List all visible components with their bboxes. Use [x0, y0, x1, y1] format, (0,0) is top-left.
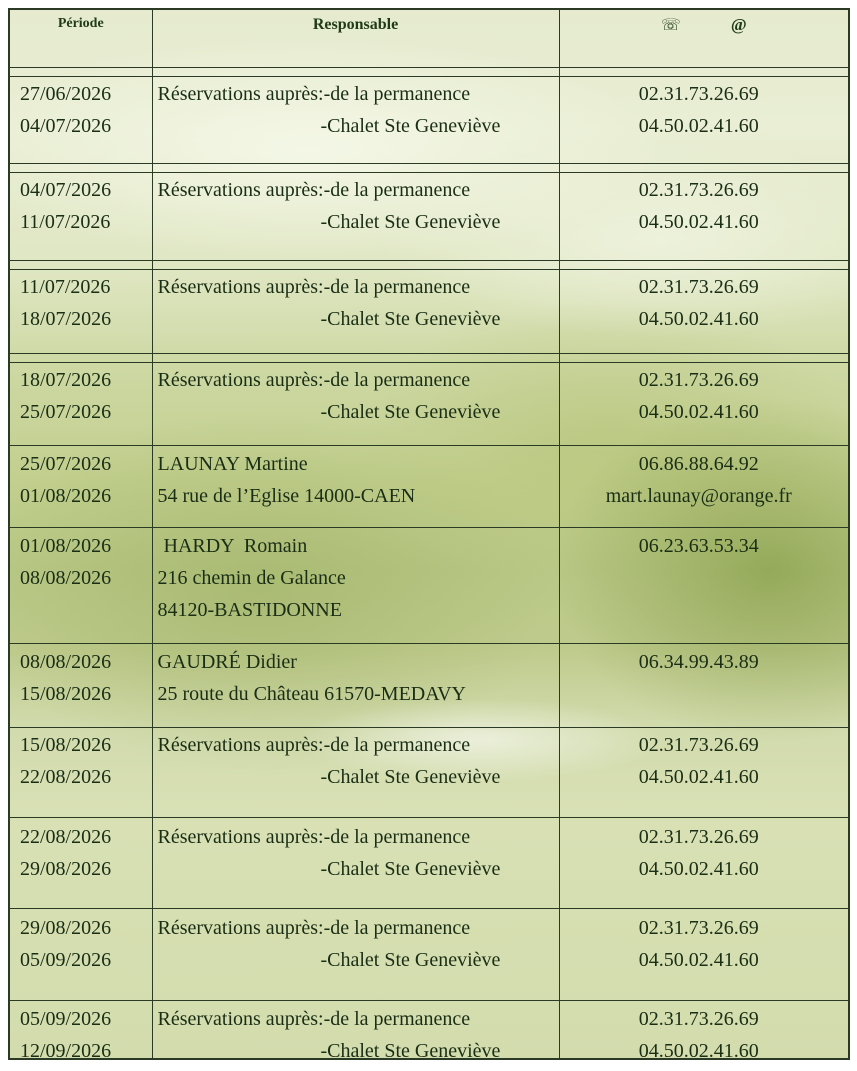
period-end: 18/07/2026: [20, 307, 112, 330]
table-row: [10, 817, 848, 908]
responsible-line: Réservations auprès:-de la permanence: [157, 178, 471, 201]
table-row: [10, 445, 848, 527]
responsible-line: -Chalet Ste Geneviève: [320, 210, 501, 233]
period-cell: [10, 727, 152, 817]
contact-cell: [559, 269, 848, 353]
phone-number: 06.34.99.43.89: [638, 650, 759, 673]
responsible-address: 25 route du Château 61570-MEDAVY: [157, 682, 466, 705]
phone-number: 04.50.02.41.60: [638, 857, 759, 880]
period-cell: [10, 172, 152, 260]
responsible-cell: [152, 527, 559, 643]
phone-number: 04.50.02.41.60: [638, 114, 759, 137]
schedule-frame: [8, 8, 850, 1060]
phone-number: 04.50.02.41.60: [638, 1039, 759, 1060]
period-end: 29/08/2026: [20, 857, 112, 880]
period-start: 22/08/2026: [20, 825, 112, 848]
table-row: [10, 727, 848, 817]
responsible-cell: [152, 727, 559, 817]
responsible-address: 54 rue de l’Eglise 14000-CAEN: [157, 484, 416, 507]
period-cell: [10, 76, 152, 163]
contact-cell: [559, 908, 848, 1000]
period-end: 08/08/2026: [20, 566, 112, 589]
period-end: 25/07/2026: [20, 400, 112, 423]
responsible-cell: [152, 643, 559, 727]
phone-number: 06.23.63.53.34: [638, 534, 759, 557]
phone-number: 02.31.73.26.69: [638, 178, 759, 201]
period-start: 08/08/2026: [20, 650, 112, 673]
responsible-line: -Chalet Ste Geneviève: [320, 307, 501, 330]
contact-cell: [559, 817, 848, 908]
table-row: [10, 643, 848, 727]
phone-number: 02.31.73.26.69: [638, 275, 759, 298]
email-address[interactable]: mart.launay@orange.fr: [605, 484, 792, 507]
table-row: [10, 269, 848, 353]
phone-number: 04.50.02.41.60: [638, 765, 759, 788]
header-responsible: [152, 10, 559, 67]
header-period: [10, 10, 152, 67]
responsible-line: Réservations auprès:-de la permanence: [157, 275, 471, 298]
phone-icon: ☏: [660, 15, 681, 34]
table-row: [10, 172, 848, 260]
period-end: 12/09/2026: [20, 1039, 112, 1060]
header-contact-icons: [560, 10, 849, 35]
responsible-line: Réservations auprès:-de la permanence: [157, 82, 471, 105]
responsible-address: 216 chemin de Galance: [157, 566, 346, 589]
period-start: 04/07/2026: [20, 178, 112, 201]
phone-number: 04.50.02.41.60: [638, 210, 759, 233]
table-row: [10, 908, 848, 1000]
contact-cell: [559, 727, 848, 817]
responsible-line: Réservations auprès:-de la permanence: [157, 916, 471, 939]
table-header-row: [10, 10, 848, 67]
responsible-line: -Chalet Ste Geneviève: [320, 114, 501, 137]
contact-cell: [559, 76, 848, 163]
period-start: 18/07/2026: [20, 368, 112, 391]
period-end: 22/08/2026: [20, 765, 112, 788]
responsible-line: Réservations auprès:-de la permanence: [157, 1007, 471, 1030]
period-end: 01/08/2026: [20, 484, 112, 507]
contact-cell: [559, 643, 848, 727]
responsible-line: Réservations auprès:-de la permanence: [157, 825, 471, 848]
phone-number: 02.31.73.26.69: [638, 733, 759, 756]
header-responsible-label: Responsable: [312, 16, 399, 33]
phone-number: 06.86.88.64.92: [638, 452, 759, 475]
phone-number: 02.31.73.26.69: [638, 916, 759, 939]
table-row: [10, 527, 848, 643]
period-start: 25/07/2026: [20, 452, 112, 475]
contact-cell: [559, 445, 848, 527]
responsible-address: 84120-BASTIDONNE: [157, 598, 342, 621]
period-cell: [10, 362, 152, 445]
responsible-cell: [152, 445, 559, 527]
responsible-cell: [152, 76, 559, 163]
responsible-cell: [152, 1000, 559, 1060]
contact-cell: [559, 527, 848, 643]
period-end: 05/09/2026: [20, 948, 112, 971]
period-start: 11/07/2026: [20, 275, 111, 298]
period-start: 15/08/2026: [20, 733, 112, 756]
table-row: [10, 76, 848, 163]
period-cell: [10, 643, 152, 727]
period-cell: [10, 908, 152, 1000]
contact-cell: [559, 362, 848, 445]
contact-cell: [559, 1000, 848, 1060]
period-end: 15/08/2026: [20, 682, 112, 705]
responsible-cell: [152, 908, 559, 1000]
responsible-line: -Chalet Ste Geneviève: [320, 765, 501, 788]
responsible-cell: [152, 817, 559, 908]
responsible-cell: [152, 362, 559, 445]
responsible-name: HARDY Romain: [163, 534, 308, 557]
period-cell: [10, 269, 152, 353]
phone-number: 02.31.73.26.69: [638, 368, 759, 391]
responsible-line: -Chalet Ste Geneviève: [320, 400, 501, 423]
phone-number: 04.50.02.41.60: [638, 948, 759, 971]
responsible-cell: [152, 172, 559, 260]
phone-number: 04.50.02.41.60: [638, 400, 759, 423]
phone-number: 02.31.73.26.69: [638, 825, 759, 848]
responsible-cell: [152, 269, 559, 353]
responsible-name: GAUDRÉ Didier: [157, 650, 297, 673]
table-row: [10, 1000, 848, 1060]
phone-number: 02.31.73.26.69: [638, 82, 759, 105]
header-contact: [559, 10, 848, 67]
contact-cell: [559, 172, 848, 260]
period-start: 01/08/2026: [20, 534, 112, 557]
email-icon: @: [730, 15, 747, 34]
phone-number: 02.31.73.26.69: [638, 1007, 759, 1030]
schedule-table: [10, 10, 848, 1060]
period-cell: [10, 817, 152, 908]
responsible-line: -Chalet Ste Geneviève: [320, 1039, 501, 1060]
table-row: [10, 362, 848, 445]
period-cell: [10, 527, 152, 643]
period-end: 11/07/2026: [20, 210, 111, 233]
phone-number: 04.50.02.41.60: [638, 307, 759, 330]
responsible-line: -Chalet Ste Geneviève: [320, 948, 501, 971]
period-cell: [10, 1000, 152, 1060]
period-start: 27/06/2026: [20, 82, 112, 105]
period-cell: [10, 445, 152, 527]
responsible-line: Réservations auprès:-de la permanence: [157, 368, 471, 391]
responsible-line: Réservations auprès:-de la permanence: [157, 733, 471, 756]
period-end: 04/07/2026: [20, 114, 112, 137]
period-start: 29/08/2026: [20, 916, 112, 939]
header-period-label: Période: [57, 16, 104, 31]
responsible-name: LAUNAY Martine: [157, 452, 308, 475]
period-start: 05/09/2026: [20, 1007, 112, 1030]
responsible-line: -Chalet Ste Geneviève: [320, 857, 501, 880]
